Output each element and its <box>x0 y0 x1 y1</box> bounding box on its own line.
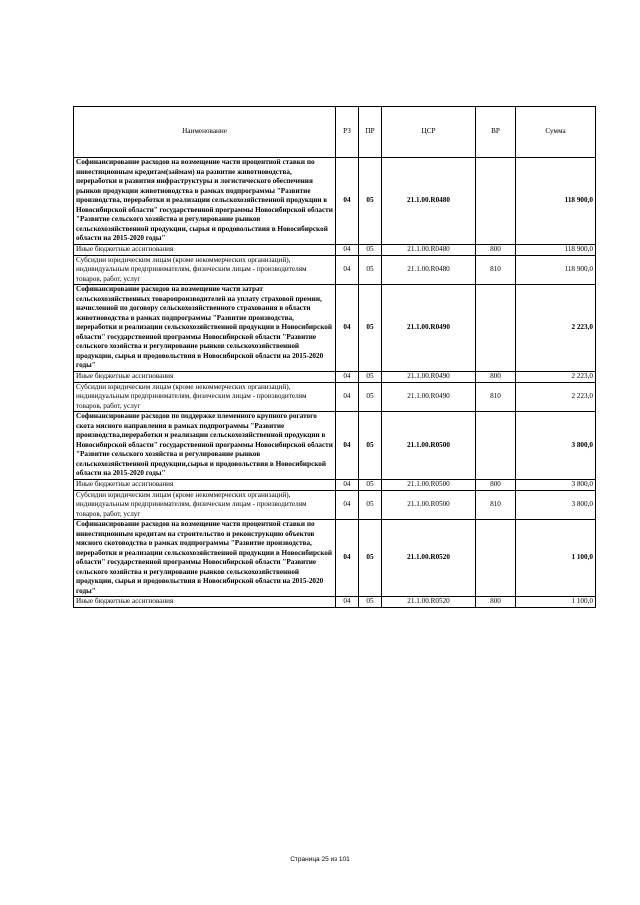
table-row <box>74 520 596 597</box>
cell-vr: 800 <box>476 244 516 255</box>
cell-csr: 21.1.00.R0480 <box>382 255 476 285</box>
cell-rz: 04 <box>336 285 359 372</box>
table-row <box>74 244 596 255</box>
cell-pr: 05 <box>359 479 382 490</box>
cell-csr: 21.1.00.R0490 <box>382 371 476 382</box>
cell-pr: 05 <box>359 597 382 608</box>
table-row <box>74 412 596 480</box>
table-row <box>74 255 596 285</box>
cell-pr: 05 <box>359 490 382 520</box>
cell-rz: 04 <box>336 158 359 245</box>
cell-vr: 800 <box>476 479 516 490</box>
cell-vr: 810 <box>476 255 516 285</box>
cell-pr: 05 <box>359 255 382 285</box>
cell-name: Субсидии юридическим лицам (кроме некоммерческих организаций), индивидуальным предпринимателям, физическим лицам - производителям товаров, работ, услуг <box>74 382 336 412</box>
cell-sum: 118 900,0 <box>516 158 596 245</box>
cell-csr: 21.1.00.R0480 <box>382 158 476 245</box>
cell-sum: 118 900,0 <box>516 244 596 255</box>
cell-sum: 2 223,0 <box>516 382 596 412</box>
cell-pr: 05 <box>359 158 382 245</box>
page-number: Страница 25 из 101 <box>290 856 350 863</box>
cell-vr <box>476 285 516 372</box>
cell-vr: 810 <box>476 382 516 412</box>
cell-vr: 800 <box>476 597 516 608</box>
cell-rz: 04 <box>336 412 359 480</box>
cell-name: Субсидии юридическим лицам (кроме некоммерческих организаций), индивидуальным предпринимателям, физическим лицам - производителям товаров, работ, услуг <box>74 255 336 285</box>
header-rz: РЗ <box>336 107 359 158</box>
cell-vr <box>476 520 516 597</box>
cell-sum: 2 223,0 <box>516 285 596 372</box>
header-csr: ЦСР <box>382 107 476 158</box>
header-name: Наименование <box>74 107 336 158</box>
cell-name: Иные бюджетные ассигнования <box>74 597 336 608</box>
cell-name: Софинансирование расходов на возмещение части затрат сельскохозяйственных товаропроизводителей на уплату страховой премии, начисленной по договору сельскохозяйственного страхования в области животноводства в рамках подпрограммы "Развитие производства, переработки и реализации сельскохозяйственной продукции в Новосибирской области" государственной программы Новосибирской области "Развитие сельского хозяйства и регулирование рынков сельскохозяйственной продукции, сырья и продовольствия в Новосибирской области на 2015-2020 годы" <box>74 285 336 372</box>
table-row <box>74 371 596 382</box>
cell-vr: 800 <box>476 371 516 382</box>
cell-rz: 04 <box>336 520 359 597</box>
cell-rz: 04 <box>336 244 359 255</box>
cell-csr: 21.1.00.R0490 <box>382 382 476 412</box>
cell-csr: 21.1.00.R0500 <box>382 490 476 520</box>
cell-sum: 3 800,0 <box>516 412 596 480</box>
cell-sum: 1 100,0 <box>516 520 596 597</box>
table-row <box>74 285 596 372</box>
cell-pr: 05 <box>359 371 382 382</box>
header-sum: Сумма <box>516 107 596 158</box>
budget-table <box>73 106 596 608</box>
table-row <box>74 490 596 520</box>
cell-pr: 05 <box>359 520 382 597</box>
cell-rz: 04 <box>336 597 359 608</box>
cell-rz: 04 <box>336 371 359 382</box>
cell-csr: 21.1.00.R0490 <box>382 285 476 372</box>
cell-vr: 810 <box>476 490 516 520</box>
cell-vr <box>476 412 516 480</box>
table-header-row <box>74 107 596 158</box>
cell-sum: 1 100,0 <box>516 597 596 608</box>
cell-pr: 05 <box>359 382 382 412</box>
table-row <box>74 382 596 412</box>
table-row <box>74 479 596 490</box>
cell-csr: 21.1.00.R0480 <box>382 244 476 255</box>
cell-name: Иные бюджетные ассигнования <box>74 371 336 382</box>
cell-csr: 21.1.00.R0500 <box>382 479 476 490</box>
cell-sum: 3 800,0 <box>516 490 596 520</box>
cell-csr: 21.1.00.R0500 <box>382 412 476 480</box>
cell-sum: 2 223,0 <box>516 371 596 382</box>
cell-pr: 05 <box>359 285 382 372</box>
cell-sum: 118 900,0 <box>516 255 596 285</box>
table-row <box>74 597 596 608</box>
cell-pr: 05 <box>359 244 382 255</box>
cell-name: Софинансирование расходов по поддержке племенного крупного рогатого скота мясного направления в рамках подпрограммы "Развитие производства,переработки и реализации сельскохозяйственной продукции в Новосибирской области" государственной программы Новосибирской области "Развитие сельского хозяйства и регулирование рынков сельскохозяйственной продукции,сырья и продовольствия в Новосибирской области на 2015-2020 годы" <box>74 412 336 480</box>
cell-pr: 05 <box>359 412 382 480</box>
cell-name: Субсидии юридическим лицам (кроме некоммерческих организаций), индивидуальным предпринимателям, физическим лицам - производителям товаров, работ, услуг <box>74 490 336 520</box>
cell-name: Иные бюджетные ассигнования <box>74 479 336 490</box>
cell-name: Софинансирование расходов на возмещение части процентной ставки по инвестиционным кредитам(займам) на развитие животноводства, переработки и развития инфраструктуры и логистического обеспечения рынков продукции животноводства в рамках подпрограммы "Развитие производства, переработки и реализации сельскохозяйственной продукции в Новосибирской области" государственной программы Новосибирской области "Развитие сельского хозяйства и регулирование рынков сельскохозяйственной продукции, сырья и продовольствия в Новосибирской области на 2015-2020 годы" <box>74 158 336 245</box>
table-row <box>74 158 596 245</box>
cell-name: Софинансирование расходов на возмещение части процентной ставки по инвестиционным кредитам на строительство и реконструкцию объектов мясного скотоводства в рамках подпрограммы "Развитие производства, переработки и реализации сельскохозяйственной продукции в Новосибирской области" государственной программы Новосибирской области "Развитие сельского хозяйства и регулирование рынков сельскохозяйственной продукции, сырья и продовольствия в Новосибирской области на 2015-2020 годы" <box>74 520 336 597</box>
cell-vr <box>476 158 516 245</box>
cell-csr: 21.1.00.R0520 <box>382 597 476 608</box>
cell-rz: 04 <box>336 479 359 490</box>
header-pr: ПР <box>359 107 382 158</box>
cell-rz: 04 <box>336 490 359 520</box>
header-vr: ВР <box>476 107 516 158</box>
cell-rz: 04 <box>336 382 359 412</box>
cell-csr: 21.1.00.R0520 <box>382 520 476 597</box>
cell-rz: 04 <box>336 255 359 285</box>
cell-sum: 3 800,0 <box>516 479 596 490</box>
cell-name: Иные бюджетные ассигнования <box>74 244 336 255</box>
